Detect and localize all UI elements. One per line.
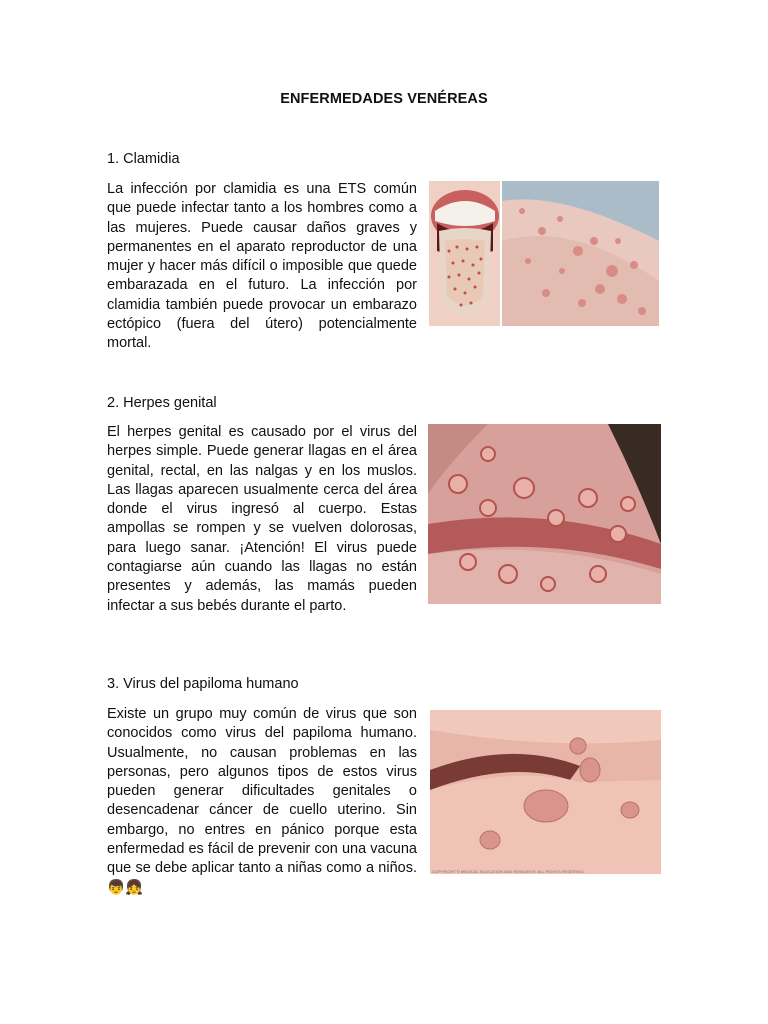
herpes-image [428, 424, 661, 604]
skin-lesions-image [502, 181, 659, 326]
section-heading-vph: 3. Virus del papiloma humano [107, 676, 299, 692]
section-text-herpes: El herpes genital es causado por el virus del herpes simple. Puede generar llagas en el área genital, rectal, en las nalgas y en los muslos. Las llagas aparecen usualmente cerca del área donde el virus ingresó al cuerpo. Estas ampollas se rompen y se vuelven dolorosas, para luego sanar. ¡Atención! El virus puede contagiarse aún cuando las llagas no están presentes y además, las mamás pueden infectar a sus bebés durante el parto. [107, 424, 417, 614]
section-heading-herpes: 2. Herpes genital [107, 395, 217, 411]
document-title: ENFERMEDADES VENÉREAS [280, 91, 488, 107]
image-caption: COPYRIGHT © MEDICAL EDUCATION AND RESEARCH. ALL RIGHTS RESERVED. [432, 869, 585, 874]
tongue-image [429, 181, 500, 326]
section-text-clamidia: La infección por clamidia es una ETS común que puede infectar tanto a los hombres como a las mujeres. Puede causar daños graves y permanentes en el aparato reproductor de una mujer y hacer más difícil o imposible que quede embarazada en el futuro. La infección por clamidia también puede provocar un embarazo ectópico (fuera del útero) potencialmente mortal. [107, 181, 417, 352]
section-text-vph: Existe un grupo muy común de virus que son conocidos como virus del papiloma humano. Usualmente, no causan problemas en las personas, pero algunos tipos de estos virus pueden generar dificultades genitales o desencadenar cáncer de cuello uterino. Sin embargo, no entres en pánico porque esta enfermedad es fácil de prevenir con una vacuna que se debe aplicar tanto a niñas como a niños. 👦👧 [107, 706, 417, 896]
papilloma-image [430, 710, 661, 874]
section-heading-clamidia: 1. Clamidia [107, 151, 180, 167]
